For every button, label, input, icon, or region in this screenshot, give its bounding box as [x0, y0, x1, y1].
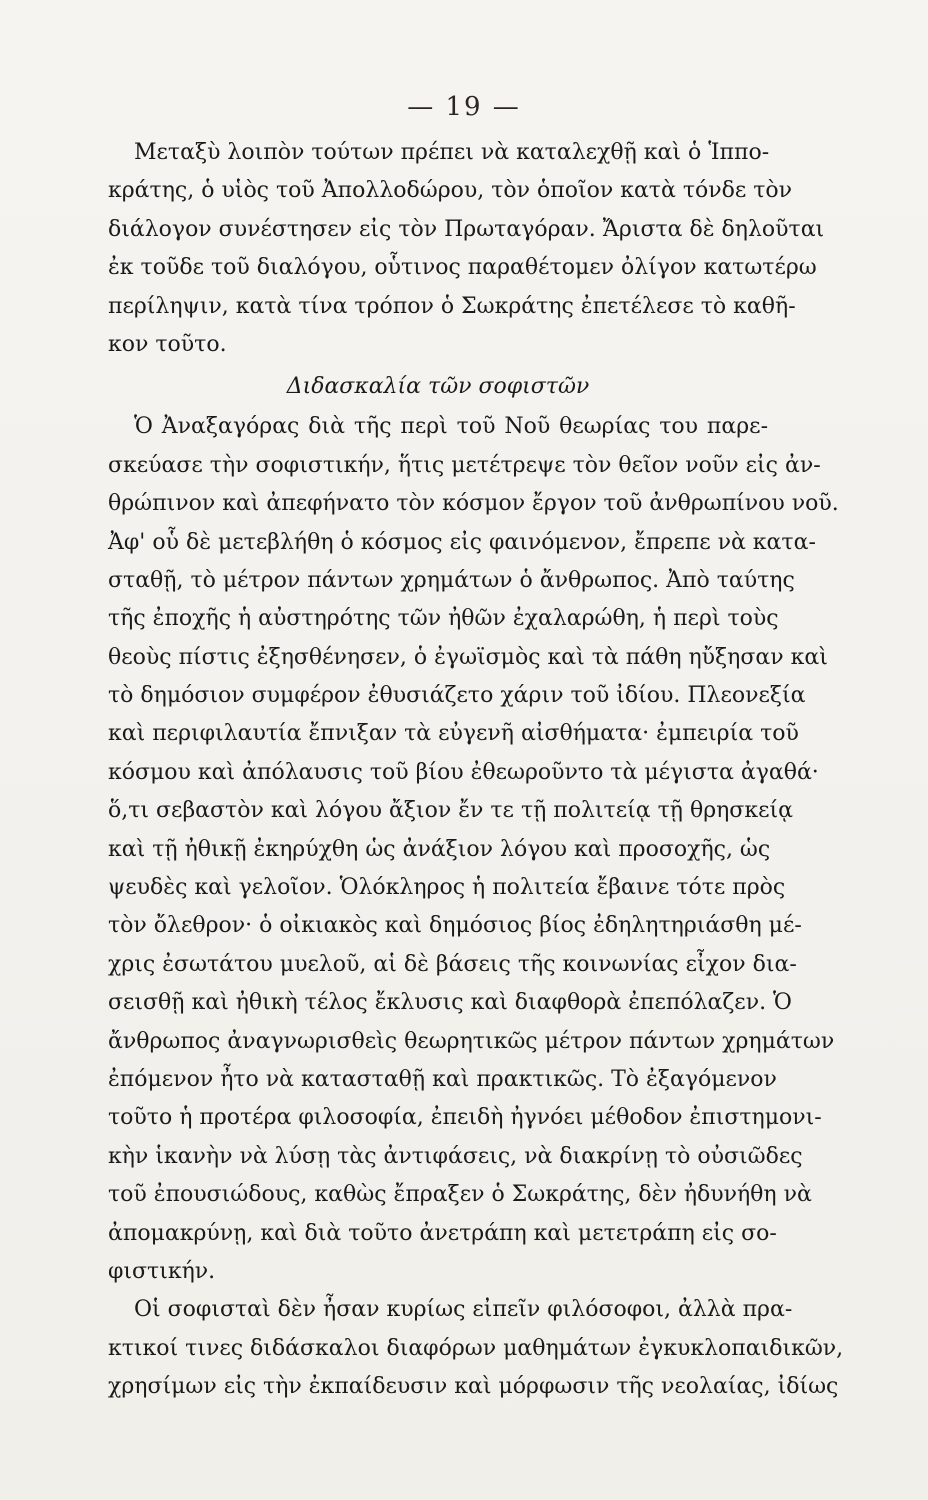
paragraph-sophists — [108, 1291, 844, 1406]
text-line: σταθῇ, τὸ μέτρον πάντων χρημάτων ὁ ἄνθρωπος. Ἀπὸ ταύτης — [108, 567, 795, 593]
paragraph-sophistry-origin — [108, 408, 839, 1291]
text-line: Μεταξὺ λοιπὸν τούτων πρέπει νὰ καταλεχθῇ καὶ ὁ Ἱππο- — [134, 140, 770, 165]
text-line: θρώπινον καὶ ἀπεφήνατο τὸν κόσμον ἔργον τοῦ ἀνθρωπίνου νοῦ. — [108, 491, 839, 517]
text-line: κτικοί τινες διδάσκαλοι διαφόρων μαθημάτων ἐγκυκλοπαιδικῶν, — [108, 1335, 844, 1361]
text-line: κον τοῦτο. — [108, 331, 227, 357]
text-line: τοῦ ἐπουσιώδους, καθὼς ἔπραξεν ὁ Σωκράτης, δὲν ἠδυνήθη νὰ — [108, 1182, 812, 1208]
text-line: κόσμου καὶ ἀπόλαυσις τοῦ βίου ἐθεωροῦντο τὰ μέγιστα ἀγαθά· — [108, 759, 819, 785]
section-heading: Διδασκαλία τῶν σοφιστῶν — [286, 374, 590, 400]
text-line: ἐκ τοῦδε τοῦ διαλόγου, οὗτινος παραθέτομεν ὀλίγον κατωτέρω — [108, 255, 817, 281]
text-line: Ἀφ' οὗ δὲ μετεβλήθη ὁ κόσμος εἰς φαινόμενον, ἔπρεπε νὰ κατα- — [108, 529, 816, 555]
paragraph-intro — [108, 134, 825, 364]
text-line: τὸ δημόσιον συμφέρον ἐθυσιάζετο χάριν τοῦ ἰδίου. Πλεονεξία — [108, 683, 806, 709]
text-line: σεισθῇ καὶ ἠθικὴ τέλος ἔκλυσις καὶ διαφθορὰ ἐπεπόλαζεν. Ὁ — [108, 990, 792, 1016]
text-line: τῆς ἐποχῆς ἡ αὐστηρότης τῶν ἠθῶν ἐχαλαρώθη, ἡ περὶ τοὺς — [108, 606, 779, 632]
text-body — [108, 134, 844, 1407]
text-line: κὴν ἱκανὴν νὰ λύσῃ τὰς ἀντιφάσεις, νὰ διακρίνῃ τὸ οὐσιῶδες — [108, 1143, 803, 1169]
text-line: χρησίμων εἰς τὴν ἐκπαίδευσιν καὶ μόρφωσιν τῆς νεολαίας, ἰδίως — [108, 1374, 839, 1400]
text-line: θεοὺς πίστις ἐξησθένησεν, ὁ ἐγωϊσμὸς καὶ τὰ πάθη ηὔξησαν καὶ — [108, 644, 828, 670]
text-line: χρις ἐσωτάτου μυελοῦ, αἱ δὲ βάσεις τῆς κοινωνίας εἶχον δια- — [108, 951, 797, 977]
text-line: τὸν ὄλεθρον· ὁ οἰκιακὸς καὶ δημόσιος βίος ἐδηλητηριάσθη μέ- — [108, 913, 802, 939]
text-line: τοῦτο ἡ προτέρα φιλοσοφία, ἐπειδὴ ἠγνόει μέθοδον ἐπιστημονι- — [108, 1105, 822, 1131]
text-line: ὅ,τι σεβαστὸν καὶ λόγου ἄξιον ἔν τε τῇ πολιτείᾳ τῇ θρησκείᾳ — [108, 798, 793, 824]
text-line: Ὁ Ἀναξαγόρας διὰ τῆς περὶ τοῦ Νοῦ θεωρίας του παρε- — [134, 414, 768, 440]
page-number: — 19 — — [407, 92, 521, 122]
text-line: σκεύασε τὴν σοφιστικήν, ἥτις μετέτρεψε τὸν θεῖον νοῦν εἰς ἀν- — [108, 452, 821, 478]
text-line: καὶ περιφιλαυτία ἔπνιξαν τὰ εὐγενῆ αἰσθήματα· ἐμπειρία τοῦ — [108, 721, 799, 747]
text-line: Οἱ σοφισταὶ δὲν ἦσαν κυρίως εἰπεῖν φιλόσοφοι, ἀλλὰ πρα- — [134, 1297, 793, 1323]
text-line: διάλογον συνέστησεν εἰς τὸν Πρωταγόραν. Ἄριστα δὲ δηλοῦται — [108, 216, 825, 242]
text-line: ψευδὲς καὶ γελοῖον. Ὁλόκληρος ἡ πολιτεία ἔβαινε τότε πρὸς — [108, 875, 786, 901]
text-line: περίληψιν, κατὰ τίνα τρόπον ὁ Σωκράτης ἐπετέλεσε τὸ καθῆ- — [108, 293, 796, 319]
text-line: ἄνθρωπος ἀναγνωρισθεὶς θεωρητικῶς μέτρον πάντων χρημάτων — [108, 1028, 835, 1054]
text-line: καὶ τῇ ἠθικῇ ἐκηρύχθη ὡς ἀνάξιον λόγου καὶ προσοχῆς, ὡς — [108, 836, 771, 862]
text-line: φιστικήν. — [108, 1258, 216, 1284]
text-line: ἀπομακρύνῃ, καὶ διὰ τοῦτο ἀνετράπη καὶ μετετράπη εἰς σο- — [108, 1220, 777, 1246]
text-line: κράτης, ὁ υἱὸς τοῦ Ἀπολλοδώρου, τὸν ὁποῖον κατὰ τόνδε τὸν — [108, 178, 793, 204]
text-line: ἐπόμενον ἦτο νὰ κατασταθῇ καὶ πρακτικῶς. Τὸ ἐξαγόμενον — [108, 1066, 777, 1092]
